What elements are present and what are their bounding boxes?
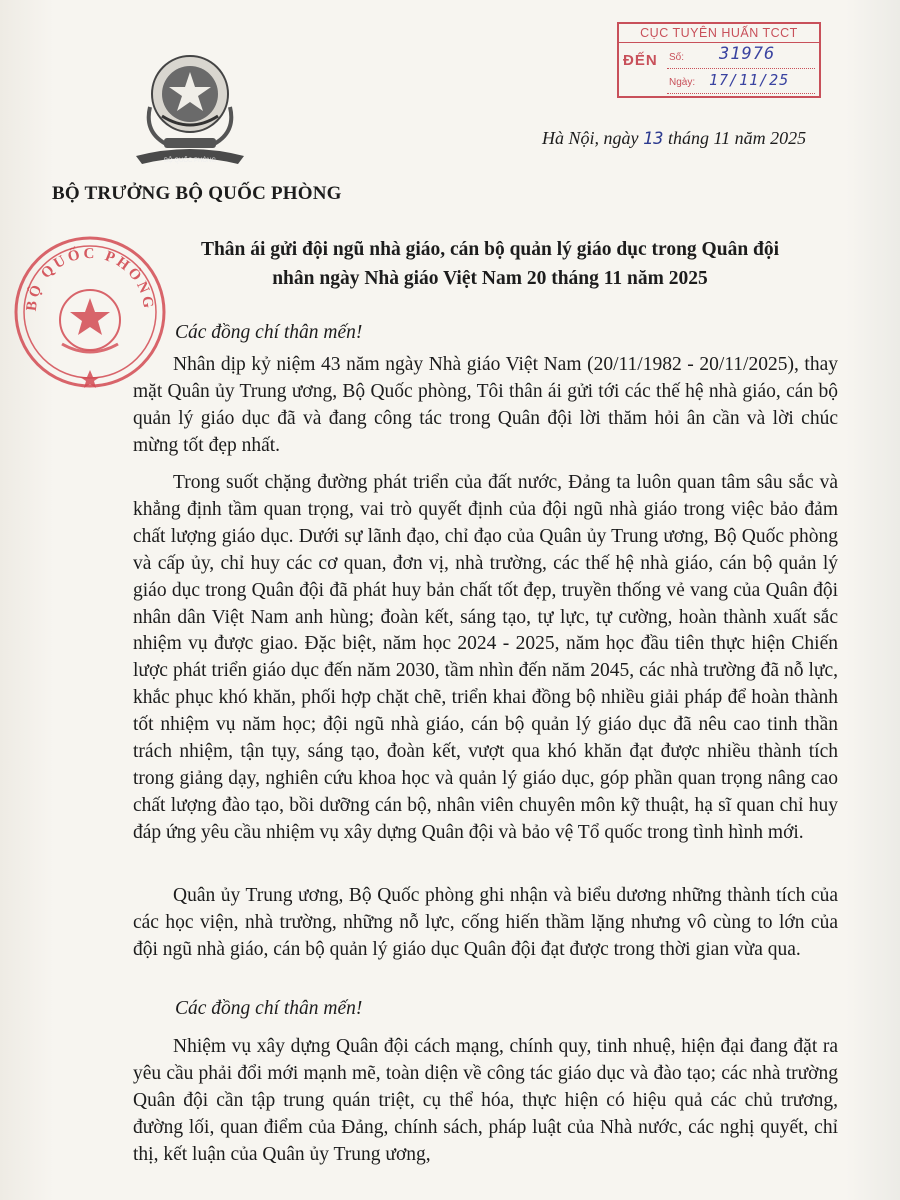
paragraph-4: Nhiệm vụ xây dựng Quân đội cách mạng, chính quy, tinh nhuệ, hiện đại đang đặt ra yêu cầu phải đổi mới mạnh mẽ, toàn diện về công tác giáo dục và đào tạo; các nhà trường Quân đội cần tập trung quán triệt, cụ thể hóa, thực hiện có hiệu quả các chủ trương, đường lối, quan điểm của Đảng, chính sách, pháp luật của Nhà nước, các nghị quyết, chỉ thị, kết luận của Quân ủy Trung ương,: [133, 1036, 838, 1165]
letter-heading: [150, 235, 830, 293]
seal-text: BỘ QUỐC PHÒNG: [23, 245, 157, 313]
stamp-date-label: Ngày:: [669, 77, 696, 88]
national-emblem-icon: [120, 52, 260, 170]
stamp-den-label: ĐẾN: [623, 52, 658, 69]
stamp-number-value: 31976: [719, 44, 776, 64]
date-day-handwritten: 13: [643, 129, 664, 149]
stamp-date-line: [667, 71, 815, 94]
stamp-number-label: Số:: [669, 52, 685, 63]
greeting-1: Các đồng chí thân mến!: [175, 322, 363, 343]
stamp-date-value: 17/11/25: [709, 71, 790, 89]
receipt-stamp: [617, 22, 821, 98]
stamp-office: CỤC TUYÊN HUẤN TCCT: [619, 24, 819, 43]
place-date: [542, 128, 806, 149]
paragraph-2: Trong suốt chặng đường phát triển của đất nước, Đảng ta luôn quan tâm sâu sắc và khẳng định tầm quan trọng, vai trò quyết định của đội ngũ nhà giáo trong việc bảo đảm chất lượng giáo dục. Dưới sự lãnh đạo, chỉ đạo của Quân ủy Trung ương, Bộ Quốc phòng và cấp ủy, chỉ huy các cơ quan, đơn vị, nhà trường, các thế hệ nhà giáo, cán bộ quản lý giáo dục trong Quân đội đã phát huy bản chất tốt đẹp, truyền thống vẻ vang của Quân đội nhân dân Việt Nam anh hùng; đoàn kết, sáng tạo, tự lực, tự cường, hoàn thành xuất sắc nhiệm vụ được giao. Đặc biệt, năm học 2024 - 2025, năm học đầu tiên thực hiện Chiến lược phát triển giáo dục đến năm 2030, tầm nhìn đến năm 2045, các nhà trường đã nỗ lực, khắc phục khó khăn, phối hợp chặt chẽ, triển khai đồng bộ nhiều giải pháp để hoàn thành tốt nhiệm vụ năm học; đội ngũ nhà giáo, cán bộ quản lý giáo dục đã nêu cao tinh thần trách nhiệm, tận tụy, sáng tạo, đoàn kết, vượt qua khó khăn đạt được nhiều thành tích trong giảng dạy, nghiên cứu khoa học và quản lý giáo dục, góp phần quan trọng nâng cao chất lượng đào tạo, bồi dưỡng cán bộ, nhân viên chuyên môn kỹ thuật, hạ sĩ quan chỉ huy đáp ứng yêu cầu nhiệm vụ xây dựng Quân đội và bảo vệ Tổ quốc trong tình hình mới.: [133, 472, 838, 843]
heading-line-2: nhân ngày Nhà giáo Việt Nam 20 tháng 11 năm 2025: [272, 268, 708, 289]
stamp-number-line: [667, 46, 815, 69]
heading-line-1: Thân ái gửi đội ngũ nhà giáo, cán bộ quản lý giáo dục trong Quân đội: [200, 239, 780, 260]
paragraph-1: Nhân dịp kỷ niệm 43 năm ngày Nhà giáo Việt Nam (20/11/1982 - 20/11/2025), thay mặt Quân ủy Trung ương, Bộ Quốc phòng, Tôi thân ái gửi tới các thế hệ nhà giáo, cán bộ quản lý giáo dục đã và đang công tác trong Quân đội lời thăm hỏi ân cần và lời chúc mừng tốt đẹp nhất.: [133, 354, 838, 456]
date-suffix: tháng 11 năm 2025: [663, 128, 807, 148]
emblem-caption: BỘ QUỐC PHÒNG: [163, 158, 217, 164]
paragraph-3: Quân ủy Trung ương, Bộ Quốc phòng ghi nhận và biểu dương những thành tích của các học viện, nhà trường, những nỗ lực, cống hiến thầm lặng nhưng vô cùng to lớn của đội ngũ nhà giáo, cán bộ quản lý giáo dục Quân đội đạt được trong thời gian vừa qua.: [133, 885, 838, 960]
date-prefix: Hà Nội, ngày: [542, 128, 643, 148]
greeting-2: Các đồng chí thân mến!: [175, 998, 363, 1019]
issuer-title: BỘ TRƯỞNG BỘ QUỐC PHÒNG: [52, 183, 342, 204]
